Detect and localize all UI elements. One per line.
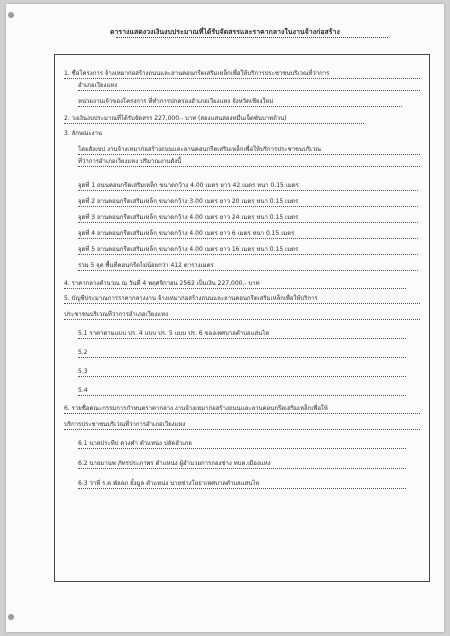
item3-point-3: จุดที่ 3 ลานคอนกรีตเสริมเหล็ก ขนาดกว้าง 4.00 เมตร ยาว 24 เมตร หนา 0.15 เมตร [78, 214, 418, 223]
item1-project-name-cont: อำเภอเวียงแหง [78, 82, 420, 91]
item5-2: 5.2 [78, 349, 406, 358]
item3-heading: 3. ลักษณะงาน [64, 130, 103, 137]
item6-member-1: 6.1 นายประทีป ดวงคำ ตำแหน่ง ปลัดอำเภอ [78, 440, 406, 449]
item2-budget: 2. วงเงินงบประมาณที่ได้รับจัดสรร 227,000.- บาท (สองแสนสองหมื่นเจ็ดพันบาทถ้วน) [64, 115, 364, 124]
item3-point-1: จุดที่ 1 ถนนคอนกรีตเสริมเหล็ก ขนาดกว้าง 4.00 เมตร ยาว 42 เมตร หนา 0.15 เมตร [78, 182, 418, 191]
document-page [6, 4, 444, 632]
title-underline [116, 37, 388, 38]
item3-point-2: จุดที่ 2 ลานคอนกรีตเสริมเหล็ก ขนาดกว้าง 3.00 เมตร ยาว 20 เมตร หนา 0.15 เมตร [78, 198, 418, 207]
item5-3: 5.3 [78, 368, 406, 377]
document-title: ตารางแสดงวงเงินงบประมาณที่ได้รับจัดสรรและราคากลางในงานจ้างก่อสร้าง [110, 28, 340, 36]
item3-description-cont: ที่ว่าการอำเภอเวียงแหง ปริมาณงานดังนี้ [78, 158, 420, 167]
punch-hole-top [8, 12, 14, 18]
item4-median-price: 4. ราคากลางคำนวณ ณ วันที่ 4 พฤศจิกายน 2562 เป็นเงิน 227,000.- บาท [64, 280, 406, 289]
item3-point-5: จุดที่ 5 ลานคอนกรีตเสริมเหล็ก ขนาดกว้าง 4.00 เมตร ยาว 16 เมตร หนา 0.15 เมตร [78, 246, 418, 255]
item1-project-name: 1. ชื่อโครงการ จ้างเหมาก่อสร้างถนนและลานคอนกรีตเสริมเหล็กเพื่อให้บริการประชาชนบริเวณที่ว่าการ [64, 70, 420, 79]
item3-point-4: จุดที่ 4 ลานคอนกรีตเสริมเหล็ก ขนาดกว้าง 4.00 เมตร ยาว 6 เมตร หนา 0.15 เมตร [78, 230, 418, 239]
item6-member-3: 6.3 ว่าที่ ร.ต.พัลลภ ยั้งมูล ตำแหน่ง นายช่างโยธาเทศบาลตำบลแสนไห [78, 480, 406, 489]
item1-owner-agency: หน่วยงานเจ้าของโครงการ ที่ทำการปกครองอำเภอเวียงแหง จังหวัดเชียงใหม่ [78, 98, 402, 107]
item6-committee-cont: บริการประชาชนบริเวณที่ว่าการอำเภอเวียงแหง [64, 421, 420, 430]
item6-member-2: 6.2 นายมานพ ภัทรประภาพร ตำแหน่ง ผู้อำนวยการกองช่าง ทบต.เมืองแหง [78, 460, 406, 469]
item6-committee: 6. รายชื่อคณะกรรมการกำหนดราคากลาง งานจ้างเหมาก่อสร้างถนนและลานคอนกรีตเสริมเหล็กเพื่อให้ [64, 405, 420, 414]
punch-hole-bottom [8, 614, 14, 620]
item5-price-list: 5. บัญชีประมาณการราคากลางงาน จ้างเหมาก่อสร้างถนนและลานคอนกรีตเสริมเหล็กเพื่อให้บริการ [64, 295, 420, 304]
item5-4: 5.4 [78, 387, 406, 396]
item3-description: โดยสังเขป งานจ้างเหมาก่อสร้างถนนและลานคอนกรีตเสริมเหล็กเพื่อให้บริการประชาชนบริเวณ [78, 146, 420, 155]
item5-1: 5.1 ราคาตามแบบ ปร. 4 แบบ ปร. 5 แบบ ปร. 6 ของเทศบาลตำบลแสนไห [78, 330, 406, 339]
item5-price-list-cont: ประชาชนบริเวณที่ว่าการอำเภอเวียงแหง [64, 311, 420, 320]
item3-total-area: รวม 5 จุด พื้นที่คอนกรีตไม่น้อยกว่า 412 ตารางเมตร [78, 262, 418, 271]
